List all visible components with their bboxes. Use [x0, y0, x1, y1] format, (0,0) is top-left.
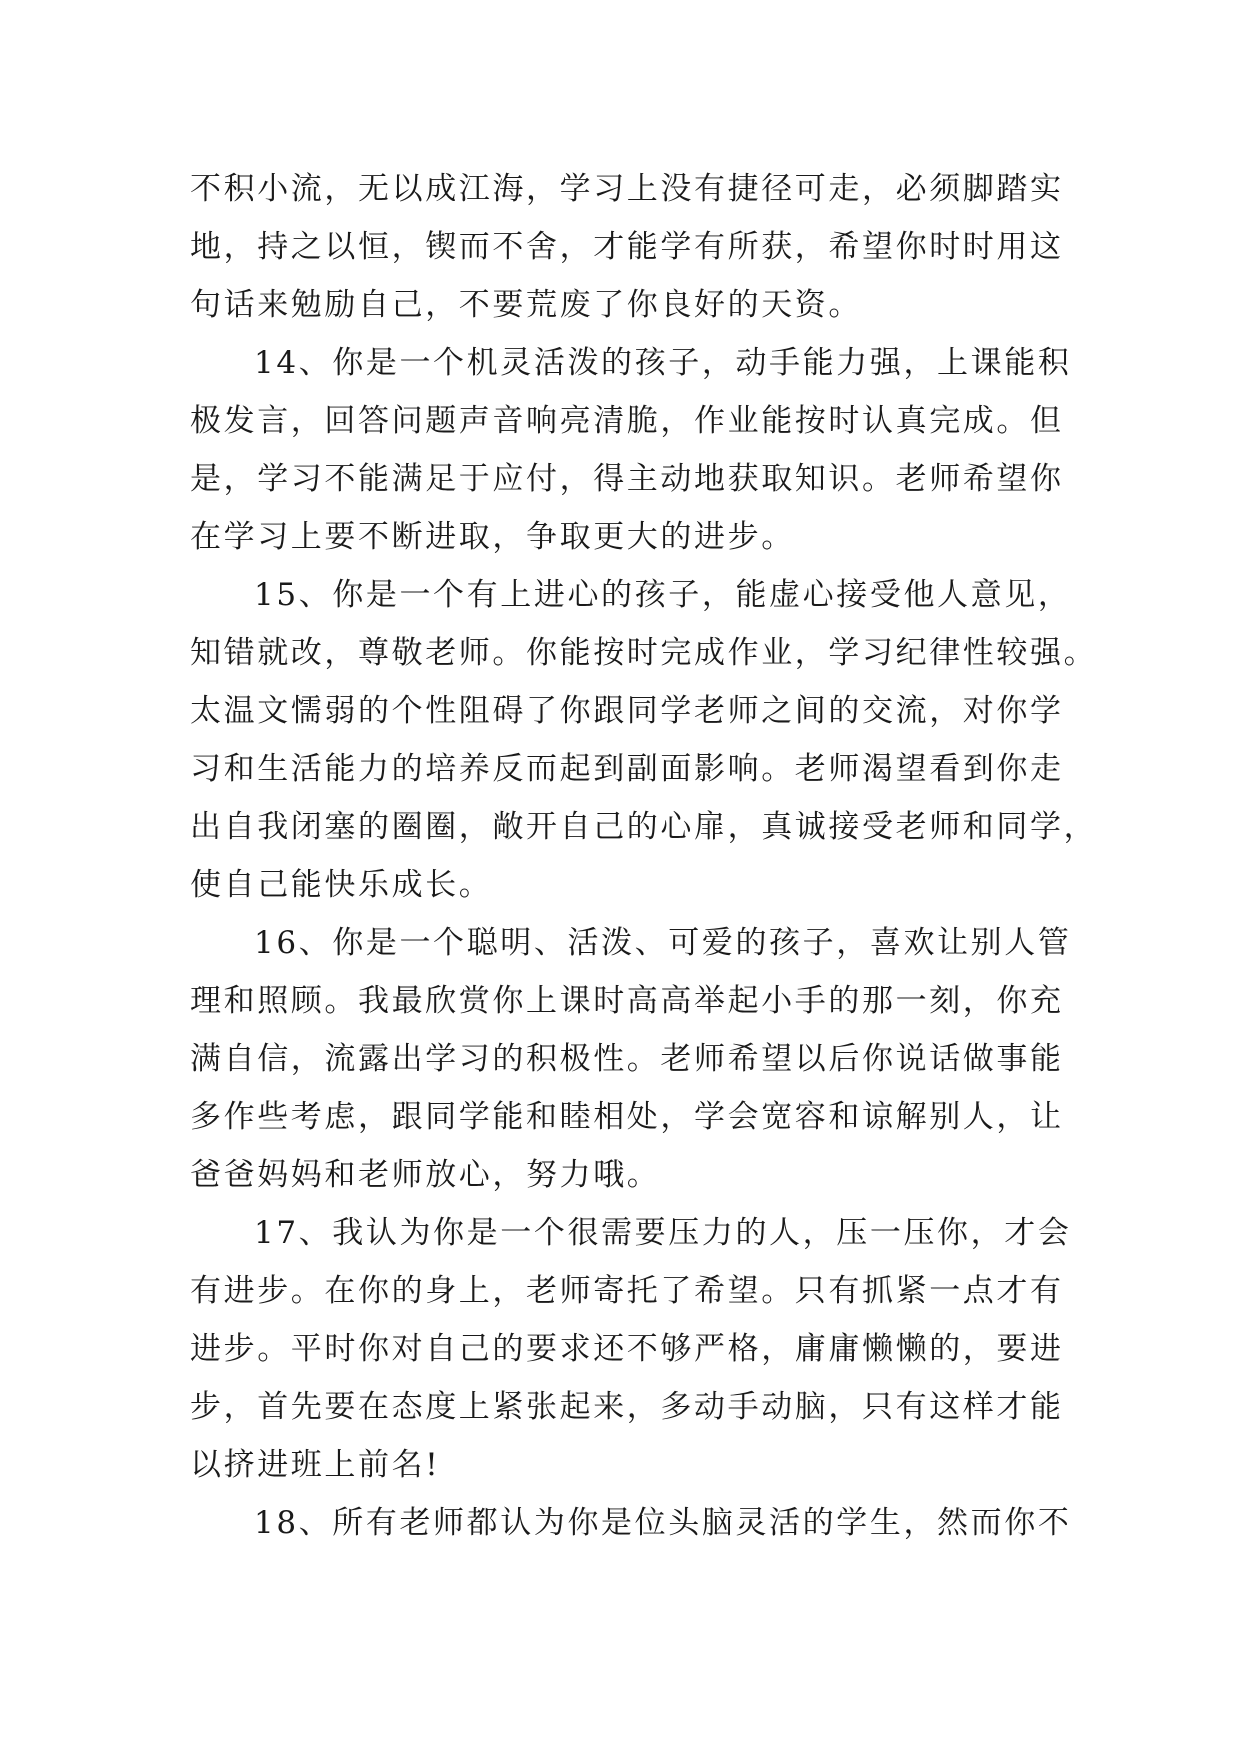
text-line: 习和生活能力的培养反而起到副面影响。老师渴望看到你走 [190, 751, 1064, 787]
text-line: 多作些考虑，跟同学能和睦相处，学会宽容和谅解别人，让 [190, 1099, 1064, 1135]
text-line: 满自信，流露出学习的积极性。老师希望以后你说话做事能 [190, 1041, 1064, 1077]
text-line: 以挤进班上前名! [190, 1447, 441, 1483]
paragraph-18-start: 18、所有老师都认为你是位头脑灵活的学生，然而你不 [254, 1505, 1072, 1541]
text-line: 句话来勉励自己，不要荒废了你良好的天资。 [190, 287, 862, 323]
text-line: 理和照顾。我最欣赏你上课时高高举起小手的那一刻，你充 [190, 983, 1064, 1019]
text-line: 极发言，回答问题声音响亮清脆，作业能按时认真完成。但 [190, 403, 1064, 439]
text-line: 步，首先要在态度上紧张起来，多动手动脑，只有这样才能 [190, 1389, 1064, 1425]
text-line: 太温文懦弱的个性阻碍了你跟同学老师之间的交流，对你学 [190, 693, 1064, 729]
text-line: 在学习上要不断进取，争取更大的进步。 [190, 519, 795, 555]
text-line: 使自己能快乐成长。 [190, 867, 493, 903]
paragraph-17-start: 17、我认为你是一个很需要压力的人，压一压你，才会 [254, 1215, 1072, 1251]
text-line: 爸爸妈妈和老师放心，努力哦。 [190, 1157, 661, 1193]
paragraph-16-start: 16、你是一个聪明、活泼、可爱的孩子，喜欢让别人管 [254, 925, 1072, 961]
paragraph-14-start: 14、你是一个机灵活泼的孩子，动手能力强，上课能积 [254, 345, 1072, 381]
text-line: 不积小流，无以成江海，学习上没有捷径可走，必须脚踏实 [190, 171, 1064, 207]
paragraph-15-start: 15、你是一个有上进心的孩子，能虚心接受他人意见， [254, 577, 1072, 613]
text-line: 知错就改，尊敬老师。你能按时完成作业，学习纪律性较强。 [190, 635, 1098, 671]
document-body [190, 160, 1098, 1552]
text-line: 地，持之以恒，锲而不舍，才能学有所获，希望你时时用这 [190, 229, 1064, 265]
text-line: 有进步。在你的身上，老师寄托了希望。只有抓紧一点才有 [190, 1273, 1064, 1309]
text-line: 进步。平时你对自己的要求还不够严格，庸庸懒懒的，要进 [190, 1331, 1064, 1367]
text-line: 出自我闭塞的圈圈，敞开自己的心扉，真诚接受老师和同学， [190, 809, 1098, 845]
text-line: 是，学习不能满足于应付，得主动地获取知识。老师希望你 [190, 461, 1064, 497]
